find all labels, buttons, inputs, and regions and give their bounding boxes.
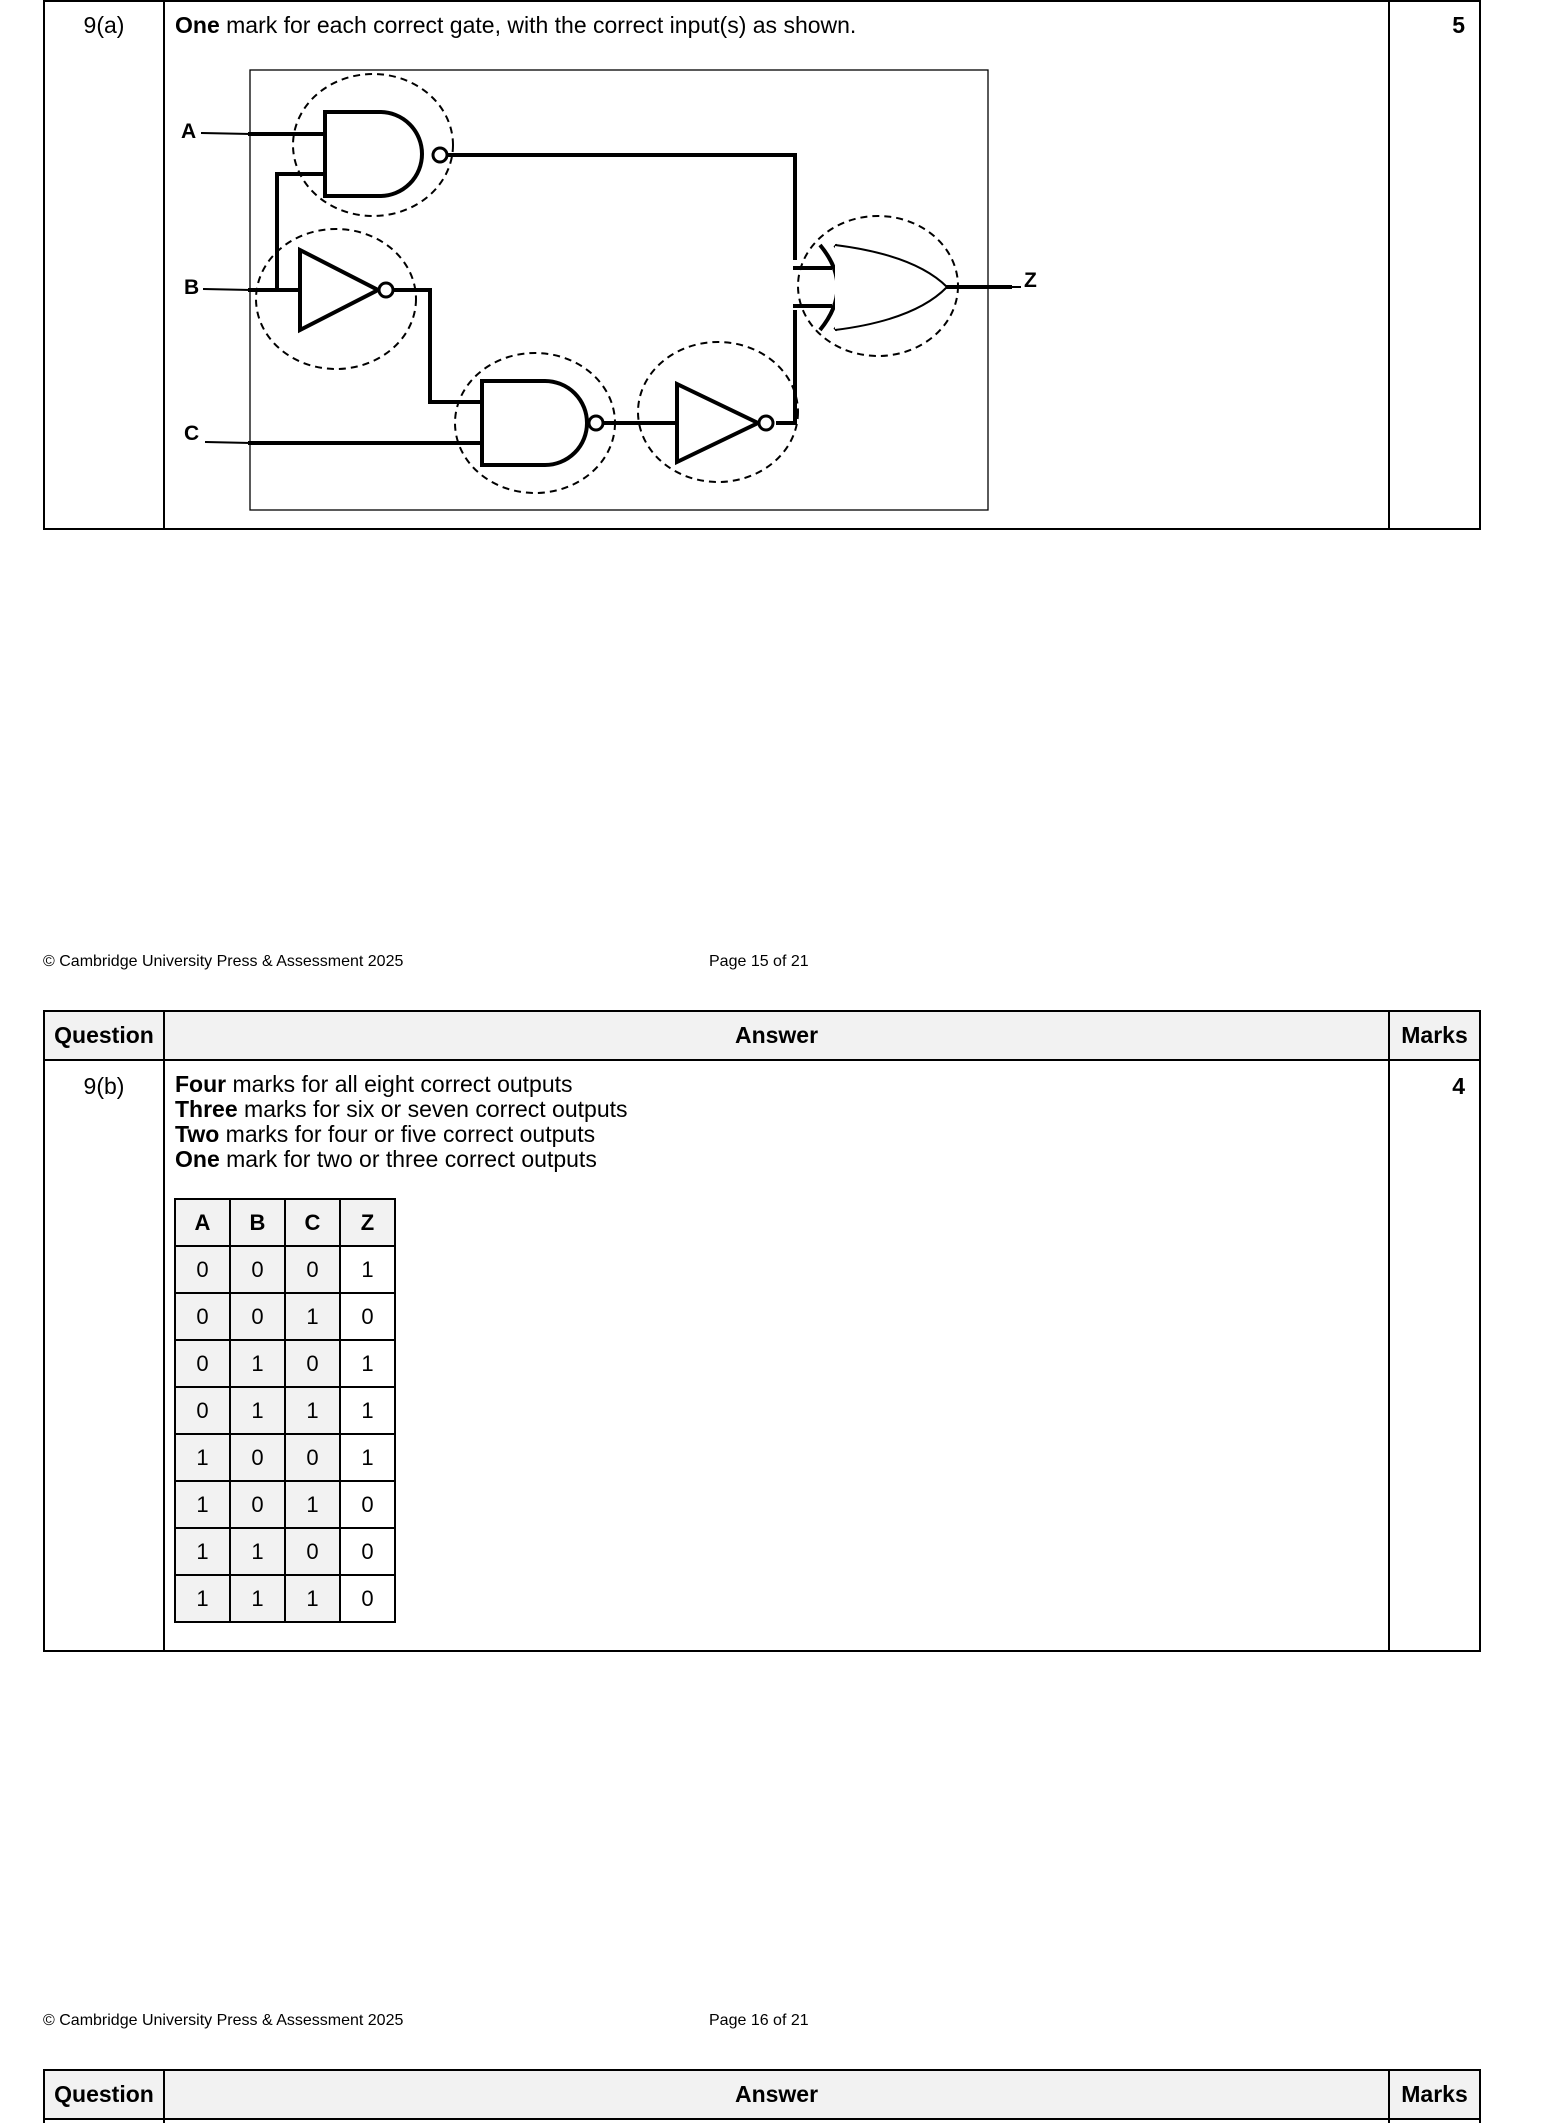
input-cell: 1 bbox=[175, 1434, 230, 1481]
not-gate-2 bbox=[677, 384, 773, 462]
footer-copyright: © Cambridge University Press & Assessment 2025 bbox=[43, 953, 404, 970]
table-row bbox=[175, 1575, 395, 1622]
table-row bbox=[175, 1246, 395, 1293]
criteria-line: One mark for two or three correct outputs bbox=[175, 1146, 597, 1172]
header-marks: Marks bbox=[1390, 1012, 1479, 1059]
output-cell: 0 bbox=[340, 1293, 395, 1340]
input-cell: 1 bbox=[175, 1528, 230, 1575]
table-header-border bbox=[43, 1059, 1481, 1061]
table-row bbox=[175, 1387, 395, 1434]
nand-gate-2 bbox=[482, 381, 603, 465]
header-question: Question bbox=[45, 1012, 163, 1059]
output-cell: 0 bbox=[340, 1575, 395, 1622]
answer-bold: One bbox=[175, 12, 220, 38]
question-number: 9(b) bbox=[83, 1073, 125, 1099]
input-cell: 0 bbox=[285, 1528, 340, 1575]
output-cell: 1 bbox=[340, 1434, 395, 1481]
criteria-line: Two marks for four or five correct outputs bbox=[175, 1121, 596, 1147]
input-cell: 1 bbox=[285, 1575, 340, 1622]
output-label-z: Z bbox=[1024, 269, 1037, 292]
criteria-line: Four marks for all eight correct outputs bbox=[175, 1071, 573, 1097]
table-header-border bbox=[43, 2118, 1481, 2120]
input-cell: 0 bbox=[230, 1434, 285, 1481]
table-row bbox=[175, 1434, 395, 1481]
input-cell: 1 bbox=[230, 1575, 285, 1622]
input-cell: 0 bbox=[175, 1246, 230, 1293]
table-row bbox=[175, 1481, 395, 1528]
input-cell: 0 bbox=[230, 1293, 285, 1340]
input-cell: 0 bbox=[175, 1340, 230, 1387]
header-answer: Answer bbox=[165, 1012, 1388, 1059]
marks-value: 5 bbox=[1452, 12, 1465, 38]
input-label-b: B bbox=[184, 276, 200, 299]
table-border bbox=[43, 1010, 45, 1652]
marks-value: 4 bbox=[1452, 1073, 1465, 1099]
logic-circuit-diagram bbox=[0, 0, 1568, 540]
header-marks: Marks bbox=[1390, 2071, 1479, 2118]
table-row bbox=[175, 1293, 395, 1340]
output-cell: 1 bbox=[340, 1340, 395, 1387]
input-cell: 0 bbox=[175, 1387, 230, 1434]
column-header: A bbox=[175, 1199, 230, 1246]
table-border bbox=[163, 1010, 165, 1652]
column-header: B bbox=[230, 1199, 285, 1246]
xor-gate bbox=[820, 245, 947, 330]
input-label-a: A bbox=[181, 120, 197, 143]
output-cell: 1 bbox=[340, 1246, 395, 1293]
output-cell: 1 bbox=[340, 1387, 395, 1434]
footer-copyright: © Cambridge University Press & Assessment 2025 bbox=[43, 2012, 404, 2029]
table-bottom-border bbox=[43, 1650, 1481, 1652]
output-cell: 0 bbox=[340, 1481, 395, 1528]
table-border bbox=[1388, 1010, 1390, 1652]
table-row bbox=[175, 1340, 395, 1387]
input-cell: 0 bbox=[285, 1246, 340, 1293]
input-cell: 0 bbox=[230, 1246, 285, 1293]
input-cell: 0 bbox=[285, 1434, 340, 1481]
input-cell: 1 bbox=[285, 1481, 340, 1528]
input-cell: 1 bbox=[285, 1293, 340, 1340]
input-cell: 1 bbox=[230, 1340, 285, 1387]
column-header: Z bbox=[340, 1199, 395, 1246]
input-label-c: C bbox=[184, 422, 200, 445]
table-border bbox=[1479, 1010, 1481, 1652]
input-cell: 1 bbox=[175, 1481, 230, 1528]
input-cell: 0 bbox=[285, 1340, 340, 1387]
not-gate-1 bbox=[300, 250, 393, 330]
input-c-lead bbox=[206, 442, 250, 443]
column-header: C bbox=[285, 1199, 340, 1246]
input-cell: 1 bbox=[285, 1387, 340, 1434]
table-row bbox=[175, 1528, 395, 1575]
marking-criteria bbox=[175, 1072, 628, 1172]
output-cell: 0 bbox=[340, 1528, 395, 1575]
footer-page-number: Page 15 of 21 bbox=[709, 953, 809, 970]
header-answer: Answer bbox=[165, 2071, 1388, 2118]
input-cell: 0 bbox=[175, 1293, 230, 1340]
footer-page-number: Page 16 of 21 bbox=[709, 2012, 809, 2029]
nand-gate-1 bbox=[325, 112, 447, 196]
truth-table bbox=[174, 1198, 396, 1623]
answer-rest: mark for each correct gate, with the correct input(s) as shown. bbox=[219, 12, 857, 38]
table-border bbox=[1479, 2069, 1481, 2123]
input-cell: 1 bbox=[175, 1575, 230, 1622]
input-b-lead bbox=[204, 289, 250, 290]
input-a-lead bbox=[202, 133, 250, 134]
criteria-line: Three marks for six or seven correct outputs bbox=[175, 1096, 628, 1122]
input-cell: 0 bbox=[230, 1481, 285, 1528]
truth-table-header-row bbox=[175, 1199, 395, 1246]
header-question: Question bbox=[45, 2071, 163, 2118]
question-number: 9(a) bbox=[83, 12, 125, 38]
input-cell: 1 bbox=[230, 1387, 285, 1434]
input-cell: 1 bbox=[230, 1528, 285, 1575]
